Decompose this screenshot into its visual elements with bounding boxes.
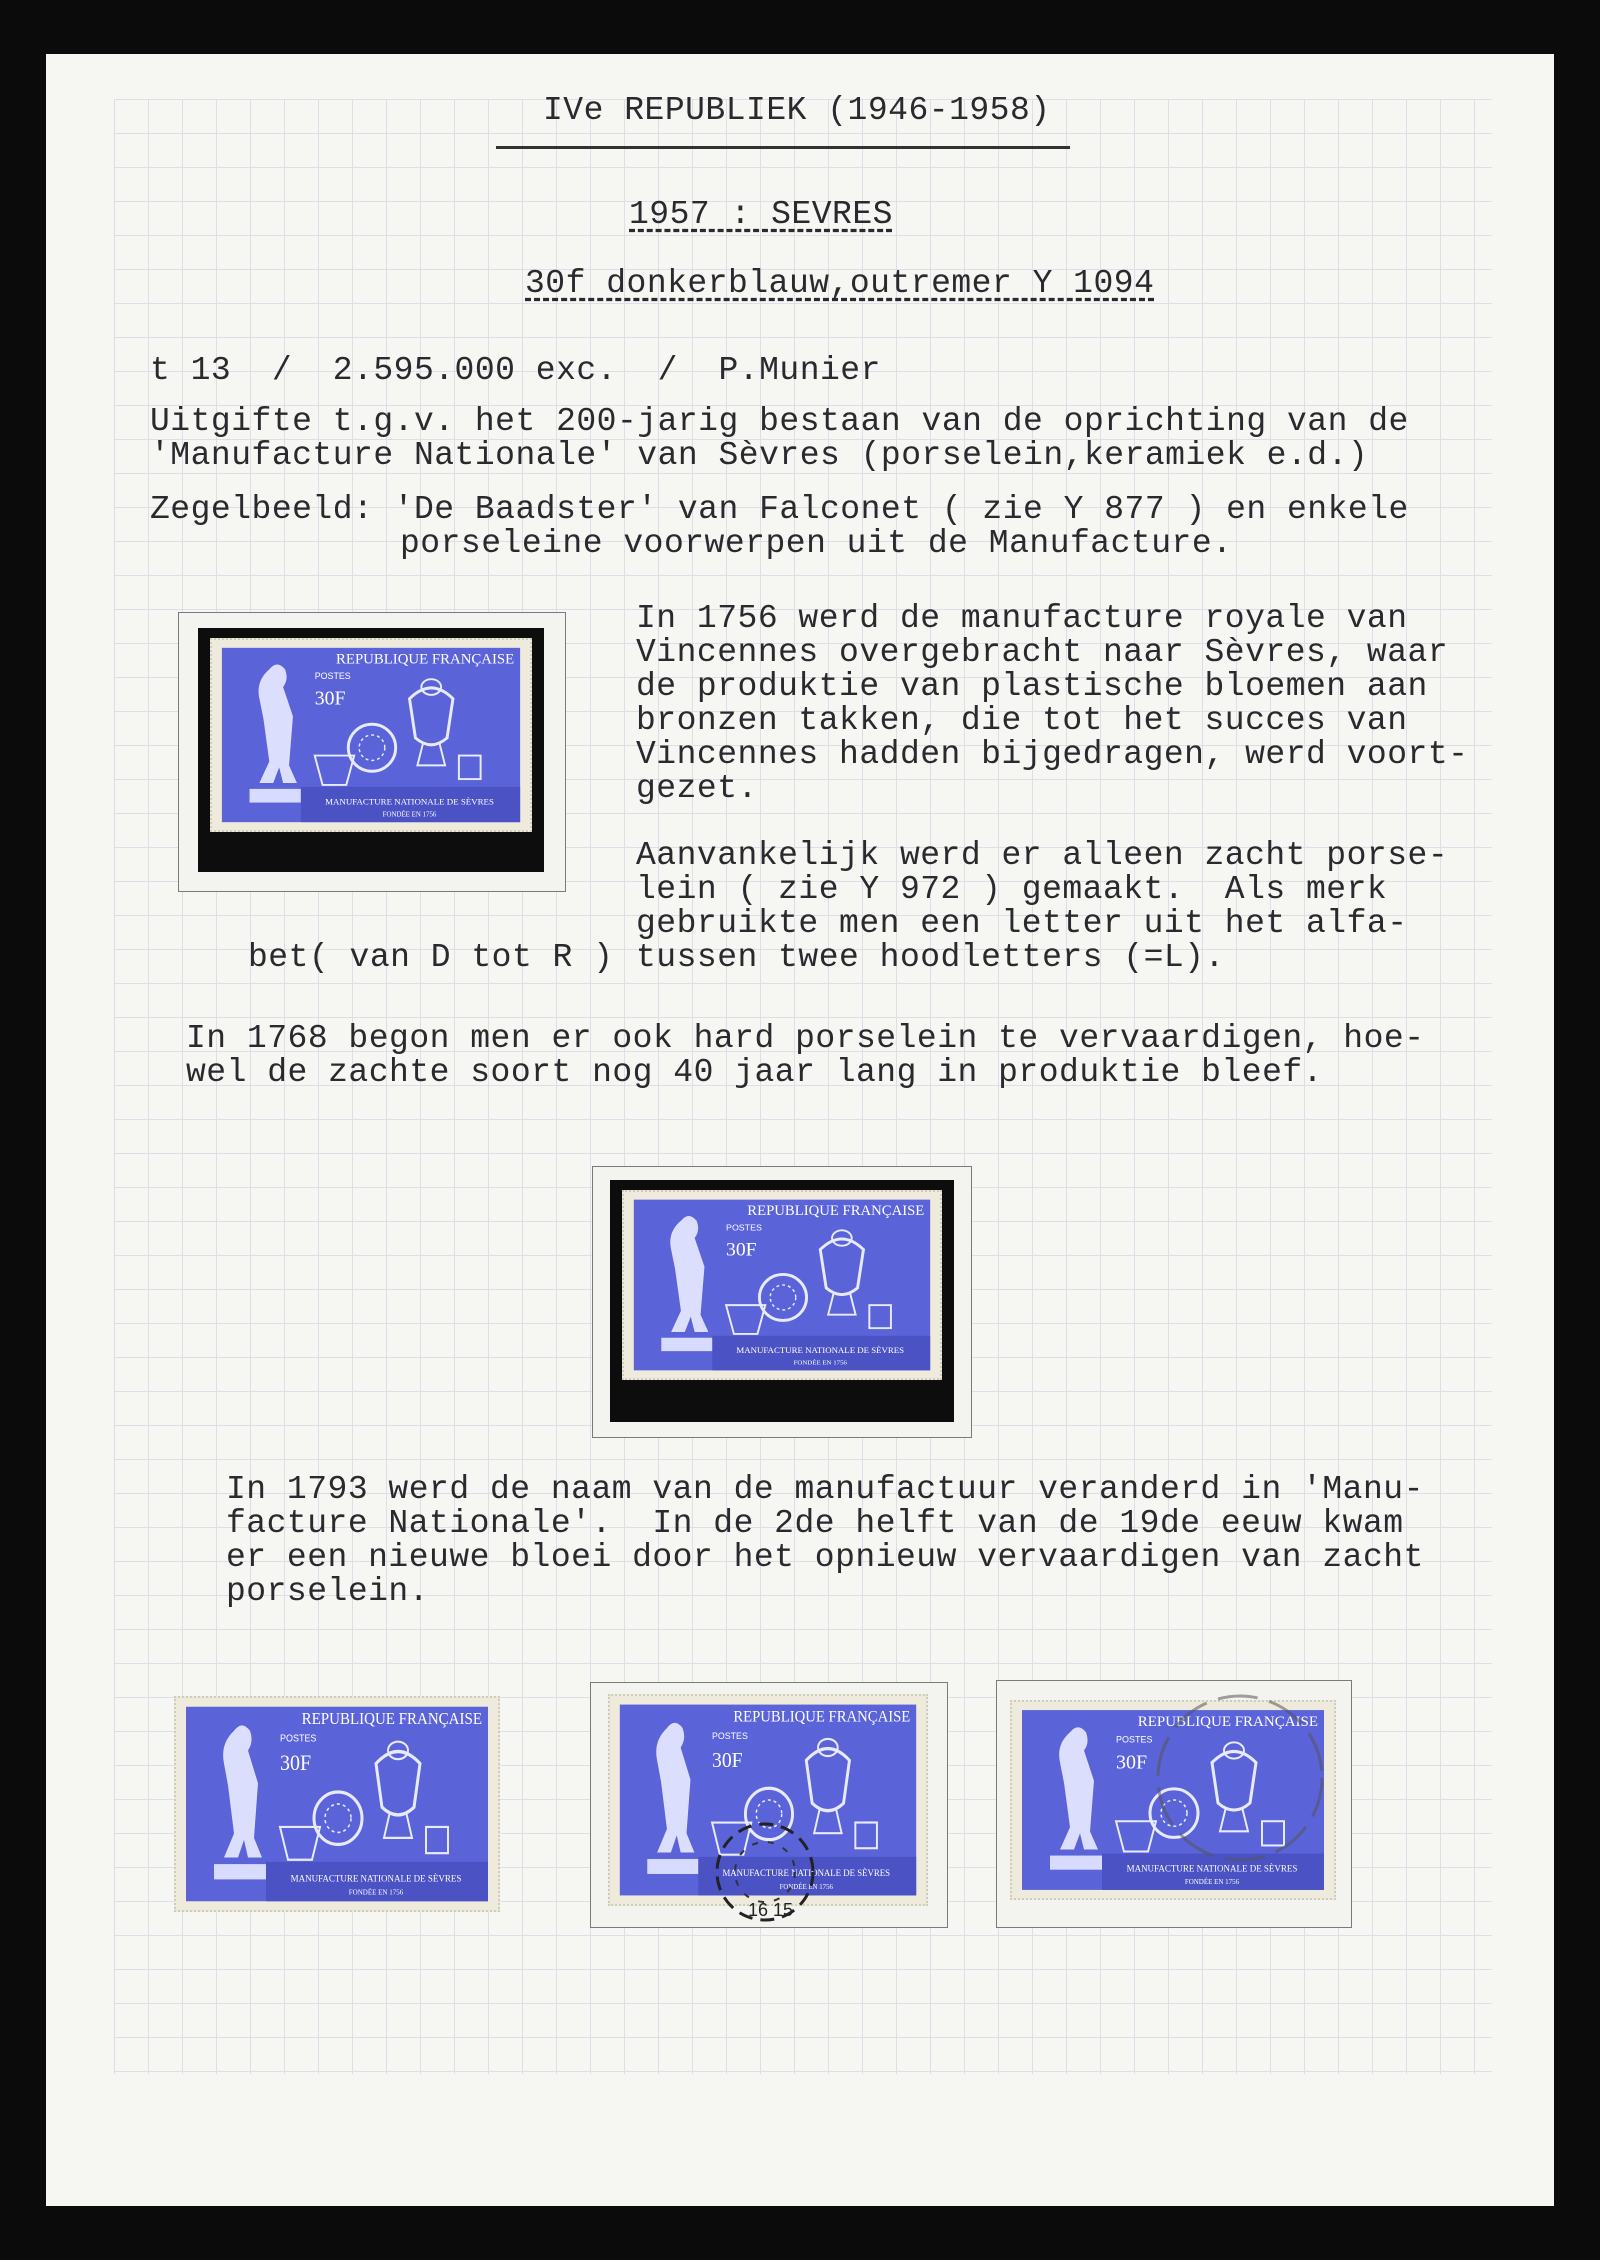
para4-line: In 1793 werd de naam van de manufactuur veranderd in 'Manu- [226,1471,1424,1508]
cancel-ring-icon [1130,1686,1350,1886]
stamp-legend-text: FONDÉE EN 1756 [779,1882,833,1892]
para1-line: gezet. [636,770,758,807]
para1-line: In 1756 werd de manufacture royale van [636,600,1408,637]
para4-line: facture Nationale'. In de 2de helft van de 19de eeuw kwam [226,1505,1404,1542]
stamp-legend-text: MANUFACTURE NATIONALE DE SÈVRES [722,1867,891,1879]
mint-stamp [622,1190,942,1380]
page-margin-right [1492,54,1554,2206]
para3-line: wel de zachte soort nog 40 jaar lang in produktie bleef. [186,1054,1323,1091]
para1-line: Vincennes overgebracht naar Sèvres, waar [636,634,1449,671]
stamp-legend-text: FONDÉE EN 1756 [382,811,437,819]
stamp-heading: 30f donkerblauw,outremer Y 1094 [525,265,1155,302]
stamp-legend-text: FONDÉE EN 1756 [348,1887,404,1897]
stamp-value-text: 30F [314,687,346,710]
stamp-design-icon [624,1192,940,1378]
stamp-postes-text: POSTES [726,1222,762,1233]
stamp-postes-text: POSTES [314,671,351,682]
stamp-value-text: 30F [712,1749,743,1772]
stamp-legend-text: MANUFACTURE NATIONALE DE SÈVRES [290,1874,462,1885]
page-header: IVe REPUBLIEK (1946-1958) [543,92,1051,129]
page-margin-left [46,54,114,2206]
header-rule [496,146,1070,149]
para3-line: In 1768 begon men er ook hard porselein te vervaardigen, hoe- [186,1020,1425,1057]
issue-subtitle: 1957 : SEVRES [629,196,893,233]
stamp-legend-text: MANUFACTURE NATIONALE DE SÈVRES [736,1345,905,1356]
stamp-legend-text: MANUFACTURE NATIONALE DE SÈVRES [1126,1863,1298,1874]
stamp-value-text: 30F [1116,1751,1148,1774]
stamp-country-text: REPUBLIQUE FRANÇAISE [1137,1714,1318,1731]
para1-line: bronzen takken, die tot het succes van [636,702,1408,739]
image-line-2: porseleine voorwerpen uit de Manufacture. [400,525,1233,562]
pedestal-icon [250,789,301,803]
stamp-postes-text: POSTES [280,1732,317,1744]
para1-line: de produktie van plastische bloemen aan [636,668,1428,705]
stamp-design-icon [176,1698,498,1910]
para2-line: bet( van D tot R ) [248,939,614,976]
stamp-postes-text: POSTES [712,1730,748,1741]
para1-line: Vincennes hadden bijgedragen, werd voort- [636,736,1469,773]
pedestal-icon [661,1338,712,1351]
page-margin-bottom [46,2074,1554,2206]
para4-line: er een nieuwe bloei door het opnieuw vervaardigen van zacht [226,1539,1424,1576]
stamp-country-text: REPUBLIQUE FRANÇAISE [301,1710,482,1729]
stamp-value-text: 30F [280,1750,312,1776]
postmark-date-text: 16 15 [748,1900,794,1920]
stamp-legend-text: FONDÉE EN 1756 [793,1359,847,1367]
postmark-icon [680,1816,850,1928]
stamp-postes-text: POSTES [1116,1734,1153,1745]
image-line-1: Zegelbeeld: 'De Baadster' van Falconet ( zie Y 877 ) en enkele [150,491,1409,528]
stamp-design-icon [212,640,530,830]
pedestal-icon [214,1864,266,1879]
stamp-value-text: 30F [726,1239,757,1261]
stamp-country-text: REPUBLIQUE FRANÇAISE [747,1203,925,1219]
stamp-legend-text: MANUFACTURE NATIONALE DE SÈVRES [325,796,494,807]
pedestal-icon [1050,1856,1102,1870]
stamp-legend-text: FONDÉE EN 1756 [1184,1877,1240,1886]
para4-line: porselein. [226,1573,430,1610]
para2-line: lein ( zie Y 972 ) gemaakt. Als merk [636,871,1388,908]
intro-line-2: 'Manufacture Nationale' van Sèvres (porselein,keramiek e.d.) [150,437,1369,474]
para2-line: Aanvankelijk werd er alleen zacht porse- [636,837,1449,874]
para2-line: gebruikte men een letter uit het alfa- [636,905,1408,942]
used-stamp [174,1696,500,1912]
stamp-country-text: REPUBLIQUE FRANÇAISE [336,651,515,668]
stamp-specs: t 13 / 2.595.000 exc. / P.Munier [150,352,881,389]
mint-stamp [210,638,532,832]
stamp-country-text: REPUBLIQUE FRANÇAISE [733,1708,911,1726]
intro-line-1: Uitgifte t.g.v. het 200-jarig bestaan van de oprichting van de [150,403,1409,440]
para2-line: tussen twee hoodletters (=L). [636,939,1225,976]
